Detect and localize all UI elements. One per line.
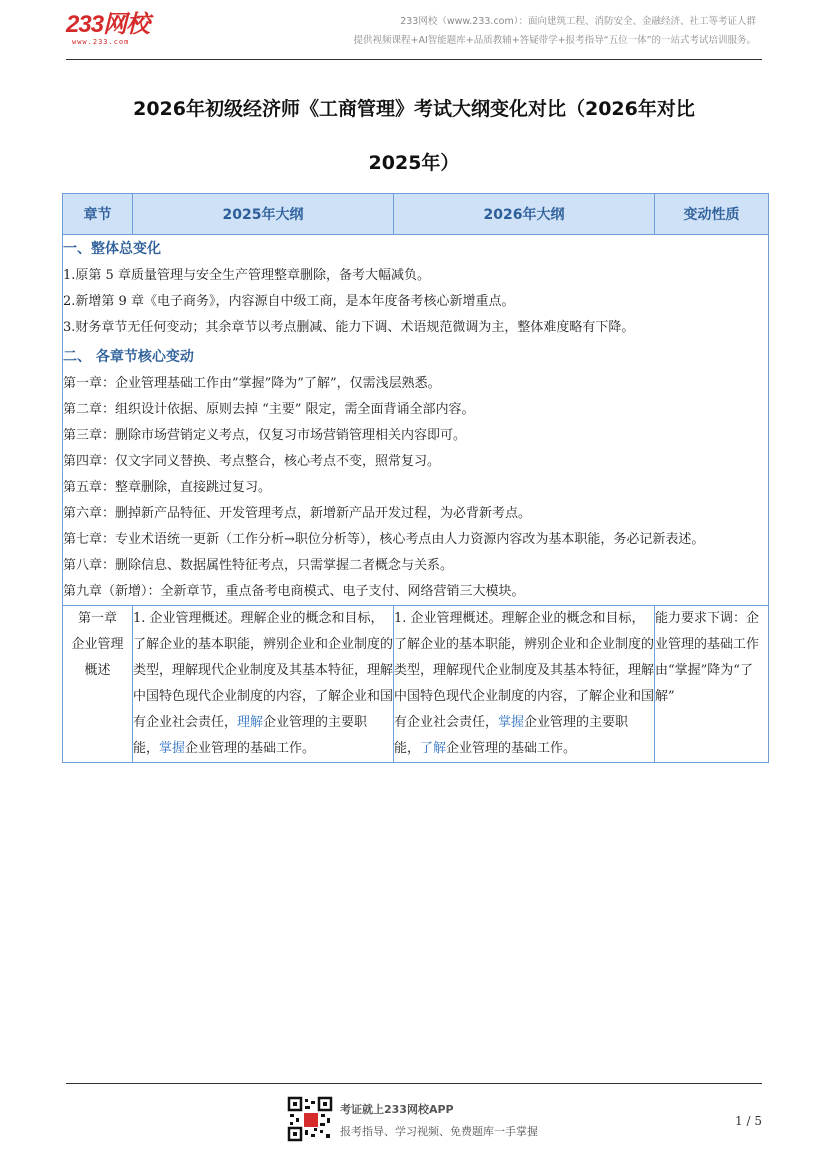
page-title <box>66 82 762 190</box>
header-2026: 2026年大纲 <box>394 194 655 235</box>
chapter-item: 第九章（新增）：全新章节，重点备考电商模式、电子支付、网络营销三大模块。 <box>63 584 525 599</box>
syllabus-text: 企业管理的主要职能， <box>394 715 629 756</box>
syllabus-text: 企业管理的基础工作。 <box>185 741 316 756</box>
chapter-number: 第一章 <box>77 611 117 626</box>
title-line-2: 2025年） <box>368 152 460 174</box>
header-divider <box>66 59 762 60</box>
chapter-item: 第七章：专业术语统一更新（工作分析→职位分析等），核心考点由人力资源内容改为基本职能，务必记新表述。 <box>63 532 705 547</box>
highlight-term: 理解 <box>237 715 264 730</box>
syllabus-2025-cell <box>133 606 394 763</box>
change-type-cell: 能力要求下调：企业管理的基础工作由“掌握”降为“了解” <box>655 606 769 763</box>
footer-app-title: 考证就上233网校APP <box>340 1103 454 1116</box>
chapter-item: 第三章：删除市场营销定义考点，仅复习市场营销管理相关内容即可。 <box>63 428 467 443</box>
header-line-2: 提供视频课程+AI智能题库+品质教辅+答疑带学+报考指导“五位一体”的一站式考试培训服务。 <box>353 35 756 46</box>
comparison-table <box>62 193 769 763</box>
table-header-row <box>63 194 769 235</box>
overall-item: 3.财务章节无任何变动；其余章节以考点删减、能力下调、术语规范微调为主，整体难度略有下降。 <box>63 320 635 335</box>
chapter-item: 第四章：仅文字同义替换、考点整合，核心考点不变，照常复习。 <box>63 454 441 469</box>
overall-item: 2.新增第 9 章《电子商务》，内容源自中级工商，是本年度备考核心新增重点。 <box>63 294 515 309</box>
qr-code-icon[interactable] <box>287 1096 333 1142</box>
overall-item: 1.原第 5 章质量管理与安全生产管理整章删除，备考大幅减负。 <box>63 268 430 283</box>
footer-app-subtitle: 报考指导、学习视频、免费题库一手掌握 <box>340 1125 538 1138</box>
highlight-term: 掌握 <box>159 741 186 756</box>
chapter-name-cell <box>63 606 133 763</box>
chapter-item: 第六章：删掉新产品特征、开发管理考点，新增新产品开发过程，为必背新考点。 <box>63 506 532 521</box>
syllabus-text: 企业管理的主要职能， <box>133 715 368 756</box>
logo-text: 233网校 <box>66 11 150 38</box>
chapter-title-part: 企业管理 <box>71 637 124 652</box>
highlight-term: 掌握 <box>498 715 525 730</box>
chapter-item: 第八章：删除信息、数据属性特征考点，只需掌握二者概念与关系。 <box>63 558 454 573</box>
app-badge-icon <box>303 1112 319 1128</box>
header-chapter: 章节 <box>63 194 133 235</box>
highlight-term: 了解 <box>420 741 447 756</box>
summary-row <box>63 235 769 606</box>
header-2025: 2025年大纲 <box>133 194 394 235</box>
table-row <box>63 606 769 763</box>
chapter-item: 第一章：企业管理基础工作由”掌握”降为”了解”，仅需浅层熟悉。 <box>63 376 441 391</box>
syllabus-text: 1. 企业管理概述。理解企业的概念和目标，了解企业的基本职能，辨别企业和企业制度的类型，理解现代企业制度及其基本特征，理解中国特色现代企业制度的内容，了解企业和国有企业社会责任， <box>394 611 655 730</box>
chapter-title-part: 概述 <box>84 663 111 678</box>
brand-logo[interactable] <box>66 12 149 46</box>
header-change: 变动性质 <box>655 194 769 235</box>
overall-change-heading: 一、整体总变化 <box>63 241 161 257</box>
title-line-1: 2026年初级经济师《工商管理》考试大纲变化对比（2026年对比 <box>133 98 695 120</box>
syllabus-text: 1. 企业管理概述。理解企业的概念和目标，了解企业的基本职能，辨别企业和企业制度的类型，理解现代企业制度及其基本特征，理解中国特色现代企业制度的内容，了解企业和国有企业社会责任， <box>133 611 394 730</box>
header-slogan <box>354 12 757 50</box>
chapter-item: 第五章：整章删除，直接跳过复习。 <box>63 480 272 495</box>
header-line-1: 233网校（www.233.com）：面向建筑工程、消防安全、金融经济、社工等考证人群 <box>400 16 756 27</box>
page-number: 1 / 5 <box>735 1114 762 1128</box>
syllabus-text: 企业管理的基础工作。 <box>446 741 577 756</box>
summary-cell <box>63 235 769 606</box>
page-header <box>66 8 762 60</box>
syllabus-2026-cell <box>394 606 655 763</box>
chapter-change-heading: 二、 各章节核心变动 <box>63 349 194 365</box>
chapter-item: 第二章：组织设计依据、原则去掉 “主要” 限定，需全面背诵全部内容。 <box>63 402 475 417</box>
footer-divider <box>66 1083 762 1084</box>
logo-url: www.233.com <box>72 38 130 46</box>
